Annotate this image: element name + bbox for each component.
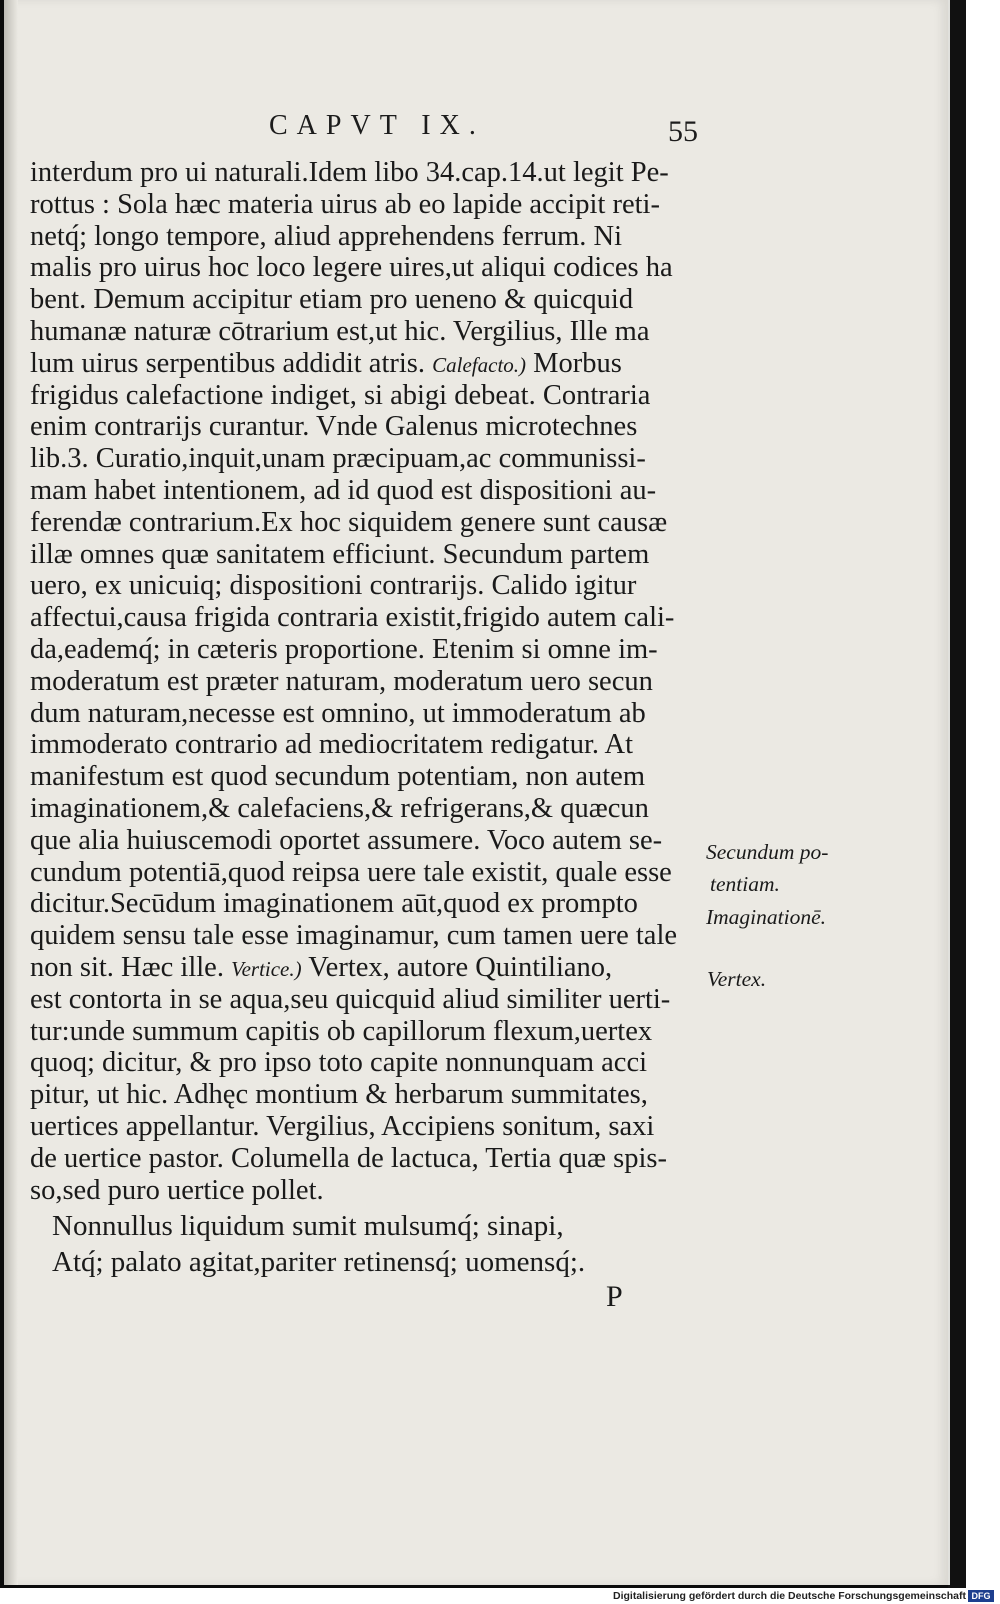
- text-line: est contorta in se aqua,seu quicquid aliud similiter uerti-: [30, 983, 671, 1015]
- text-line: malis pro uirus hoc loco legere uires,ut aliqui codices ha: [30, 252, 673, 284]
- text-line: imaginationem,& calefaciens,& refrigerans,& quæcun: [30, 792, 649, 824]
- dfg-logo: DFG: [968, 1590, 994, 1602]
- text-line: immoderato contrario ad mediocritatem redigatur. At: [30, 729, 634, 761]
- inline-lemma: Calefacto.): [432, 352, 527, 377]
- text-span: Morbus: [533, 347, 622, 379]
- text-line: netq́; longo tempore, aliud apprehendens ferrum. Ni: [30, 220, 622, 252]
- scan-edge: [948, 0, 966, 1588]
- text-line: da,eademq́; in cæteris proportione. Etenim si omne im-: [30, 633, 658, 665]
- marginal-note: tentiam.: [710, 872, 780, 896]
- text-span: non sit. Hæc ille.: [30, 951, 224, 983]
- text-line: mam habet intentionem, ad id quod est dispositioni au-: [30, 474, 657, 506]
- text-line: tur:unde summum capitis ob capillorum flexum,uertex: [30, 1015, 653, 1047]
- marginal-note: Imaginationē.: [706, 905, 827, 929]
- text-line: affectui,causa frigida contraria existit,frigido autem cali-: [30, 602, 675, 634]
- text-line: que alia huiuscemodi oportet assumere. Voco autem se-: [30, 824, 663, 856]
- text-span: lum uirus serpentibus addidit atris.: [30, 347, 425, 379]
- funding-credit: Digitalisierung gefördert durch die Deutsche Forschungsgemeinschaft: [613, 1590, 966, 1602]
- text-line: quoq; dicitur, & pro ipso toto capite nonnunquam acci: [30, 1047, 648, 1079]
- page-gutter: [4, 0, 18, 1585]
- text-line: interdum pro ui naturali.Idem libo 34.cap.14.ut legit Pe-: [30, 157, 669, 188]
- marginal-note: Secundum po-: [706, 840, 829, 864]
- inline-lemma: Vertice.): [231, 956, 302, 981]
- page-edge-line: [948, 0, 950, 1585]
- text-line: dum naturam,necesse est omnino, ut immoderatum ab: [30, 697, 646, 729]
- body-text: [30, 157, 710, 1206]
- page-number: 55: [668, 115, 698, 148]
- text-line: moderatum est præter naturam, moderatum uero secun: [30, 665, 653, 697]
- text-line: quidem sensu tale esse imaginamur, cum tamen uere tale: [30, 920, 678, 952]
- text-span: Vertex, autore Quintiliano,: [308, 951, 613, 983]
- verse-line: Nonnullus liquidum sumit mulsumq́; sinapi,: [52, 1210, 564, 1242]
- text-line: humanæ naturæ cōtrarium est,ut hic. Vergilius, Ille ma: [30, 315, 650, 347]
- text-line: illæ omnes quæ sanitatem efficiunt. Secundum partem: [30, 538, 650, 570]
- text-line: de uertice pastor. Columella de lactuca, Tertia quæ spis-: [30, 1142, 667, 1174]
- verse-line: Atq́; palato agitat,pariter retinensq́; uomensq́;.: [52, 1246, 586, 1278]
- text-line-with-lemma: [30, 348, 710, 380]
- text-line: ferendæ contrarium.Ex hoc siquidem genere sunt causæ: [30, 506, 668, 538]
- catchword: P: [606, 1280, 623, 1313]
- text-line: uero, ex unicuiq; dispositioni contrarijs. Calido igitur: [30, 570, 637, 602]
- marginal-note: Vertex.: [707, 967, 767, 991]
- text-line: lib.3. Curatio,inquit,unam præcipuam,ac communissi-: [30, 443, 646, 475]
- text-line: so,sed puro uertice pollet.: [30, 1174, 324, 1206]
- text-line: pitur, ut hic. Adhęc montium & herbarum summitates,: [30, 1079, 648, 1111]
- text-line: frigidus calefactione indiget, si abigi debeat. Contraria: [30, 379, 651, 411]
- text-line-with-lemma: [30, 952, 710, 984]
- text-line: cundum potentiā,quod reipsa uere tale existit, quale esse: [30, 856, 672, 888]
- text-line: rottus : Sola hæc materia uirus ab eo lapide accipit reti-: [30, 188, 660, 220]
- verse-quotation: [52, 1208, 692, 1280]
- text-line: uertices appellantur. Vergilius, Accipiens sonitum, saxi: [30, 1110, 655, 1142]
- text-line: manifestum est quod secundum potentiam, non autem: [30, 761, 646, 793]
- running-head: CAPVT IX.: [269, 110, 485, 141]
- text-line: dicitur.Secūdum imaginationem aūt,quod ex prompto: [30, 888, 638, 920]
- text-line: bent. Demum accipitur etiam pro ueneno & quicquid: [30, 284, 634, 316]
- text-line: enim contrarijs curantur. Vnde Galenus microtechnes: [30, 411, 638, 443]
